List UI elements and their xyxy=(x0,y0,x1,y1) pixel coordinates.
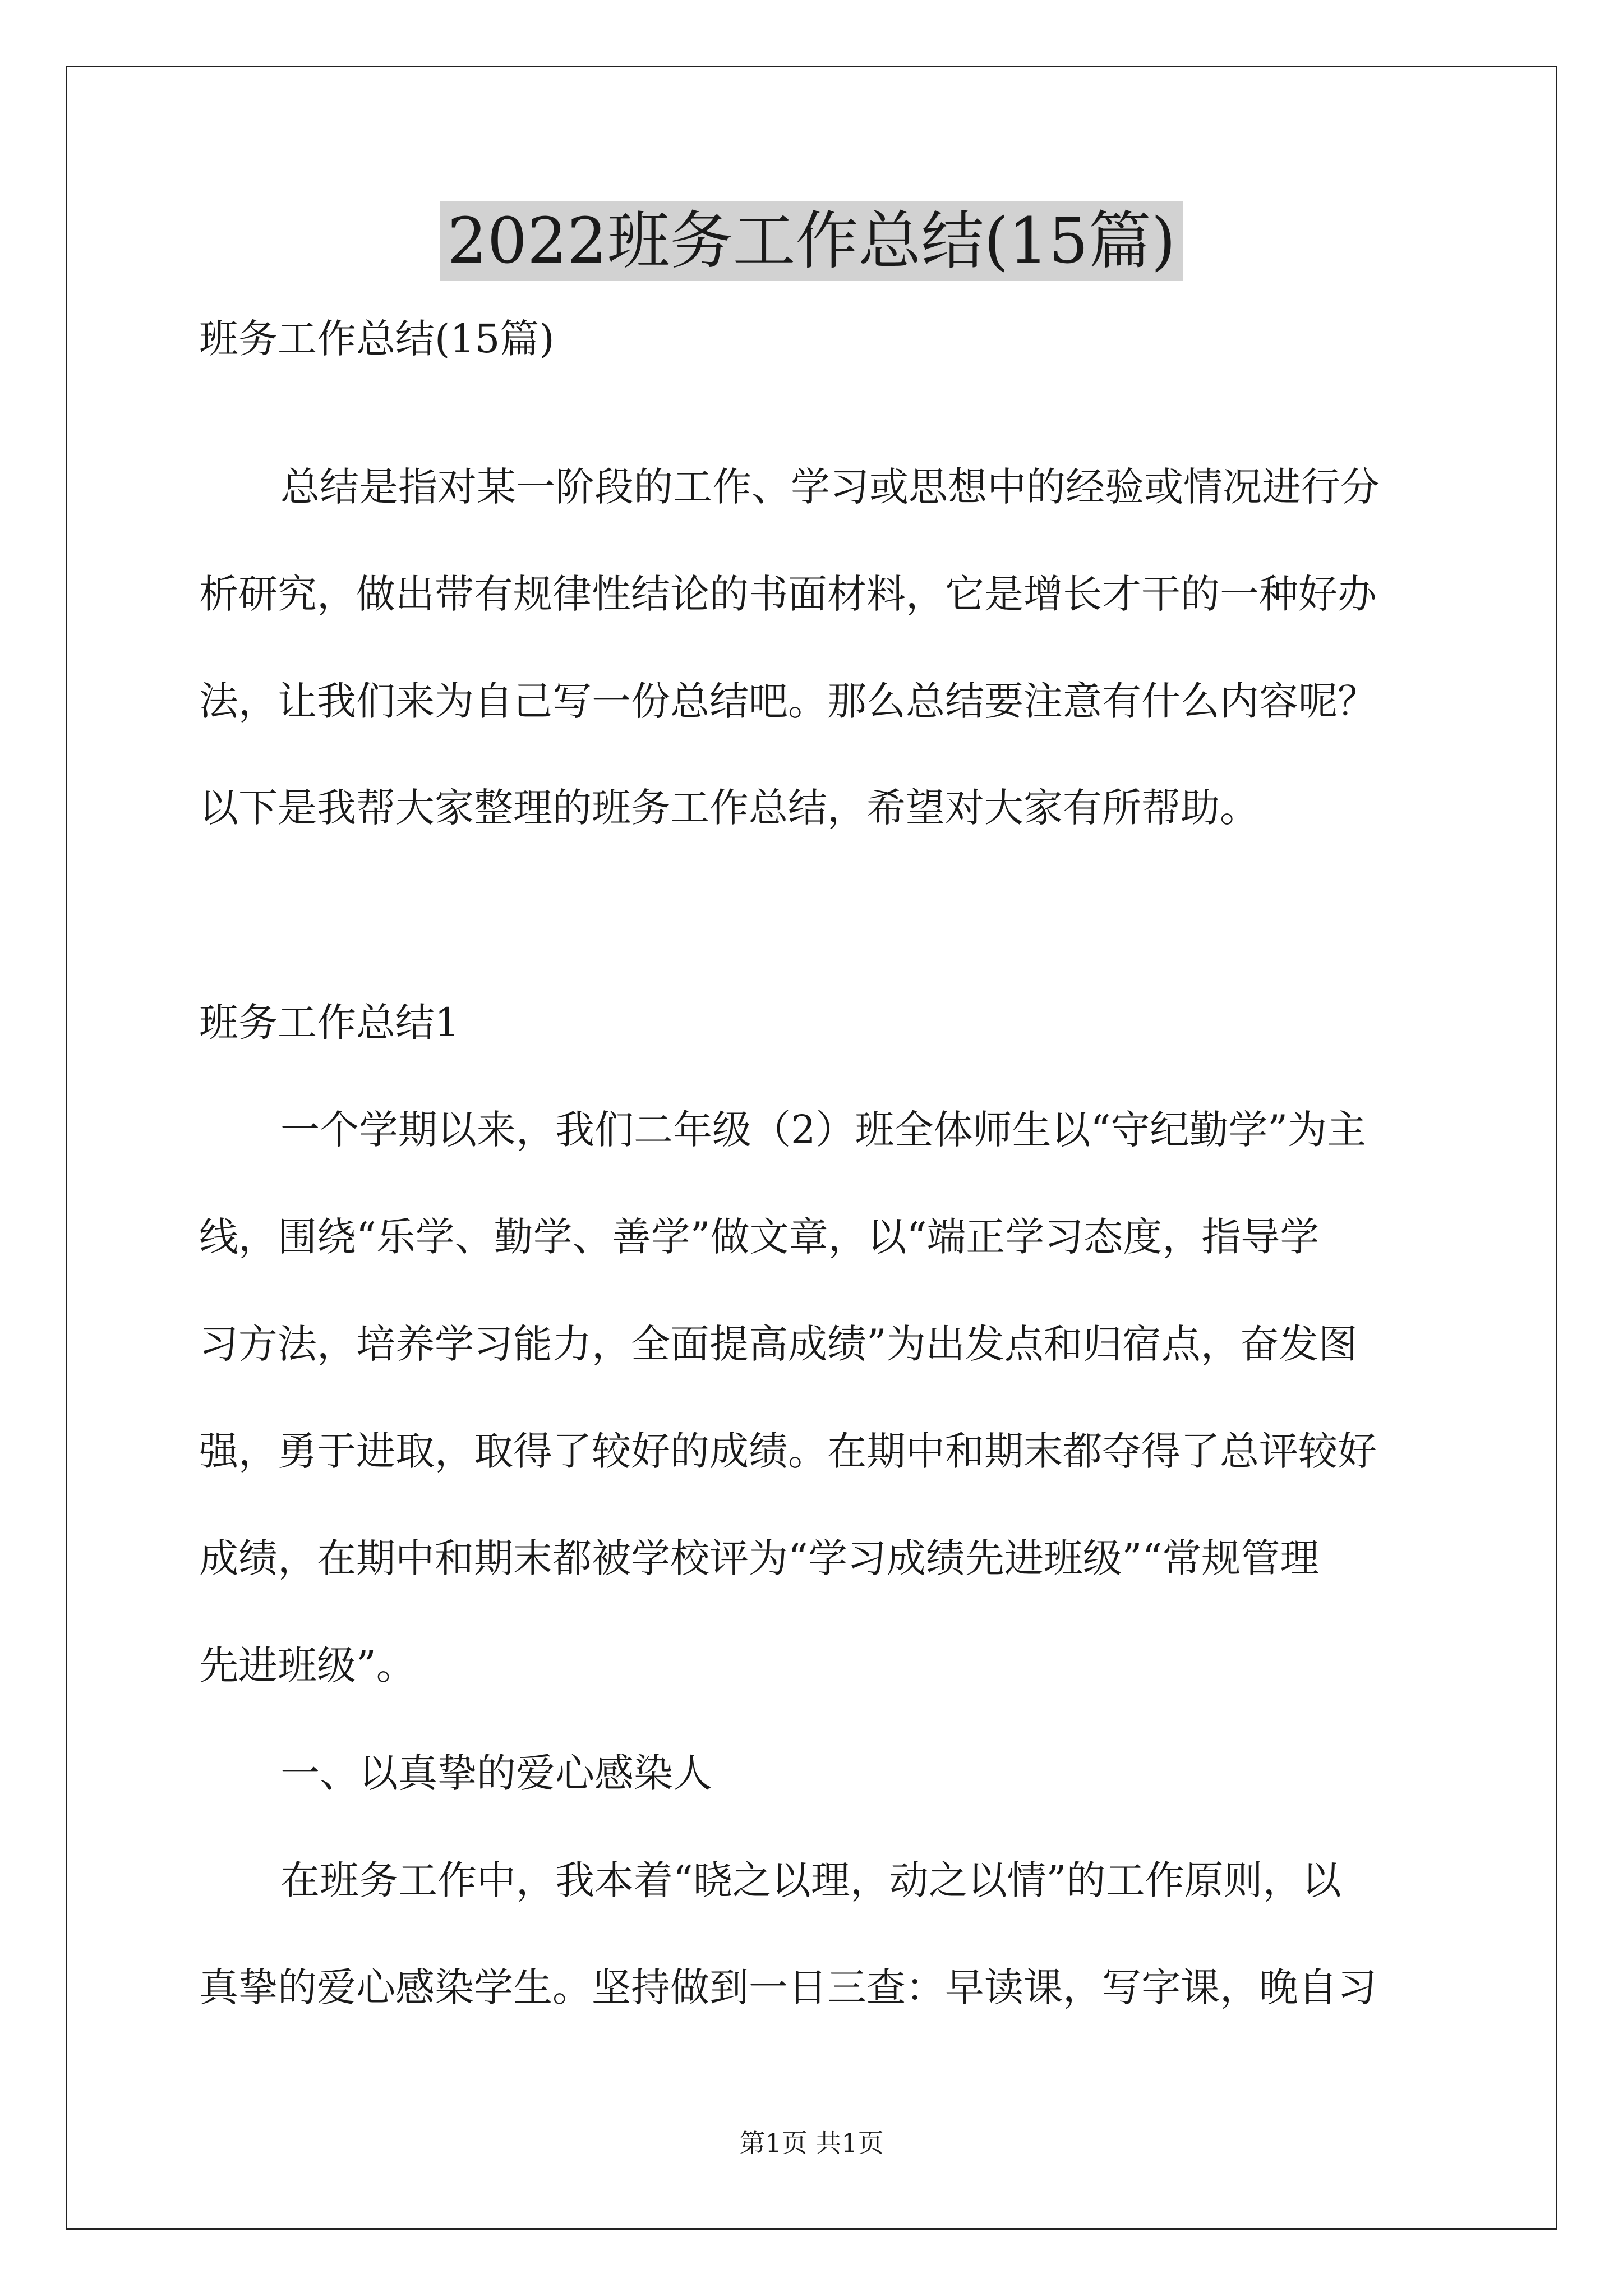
intro-line-4: 以下是我帮大家整理的班务工作总结，希望对大家有所帮助。 xyxy=(199,785,1259,831)
document-title xyxy=(0,199,1623,283)
sub-heading: 一、以真挚的爱心感染人 xyxy=(280,1750,712,1796)
intro-line-2: 析研究，做出带有规律性结论的书面材料，它是增长才干的一种好办 xyxy=(199,571,1377,617)
section-heading: 班务工作总结1 xyxy=(199,1000,460,1046)
page-footer: 第1页 共1页 xyxy=(739,2128,884,2158)
intro-line-3: 法，让我们来为自己写一份总结吧。那么总结要注意有什么内容呢？ xyxy=(199,678,1377,724)
document-subtitle: 班务工作总结(15篇) xyxy=(199,316,555,362)
intro-line-1: 总结是指对某一阶段的工作、学习或思想中的经验或情况进行分 xyxy=(280,464,1380,510)
para1-line-3: 习方法，培养学习能力，全面提高成绩”为出发点和归宿点，奋发图 xyxy=(199,1321,1358,1367)
para1-line-1: 一个学期以来，我们二年级（2）班全体师生以“守纪勤学”为主 xyxy=(280,1107,1367,1153)
para1-line-2: 线，围绕“乐学、勤学、善学”做文章，以“端正学习态度，指导学 xyxy=(199,1214,1320,1260)
para2-line-1: 在班务工作中，我本着“晓之以理，动之以情”的工作原则，以 xyxy=(280,1857,1341,1903)
para1-line-6: 先进班级”。 xyxy=(199,1642,416,1688)
para1-line-4: 强，勇于进取，取得了较好的成绩。在期中和期末都夺得了总评较好 xyxy=(199,1428,1377,1474)
para1-line-5: 成绩，在期中和期末都被学校评为“学习成绩先进班级”“常规管理 xyxy=(199,1535,1320,1581)
document-title-text: 2022班务工作总结(15篇) xyxy=(440,201,1184,281)
para2-line-2: 真挚的爱心感染学生。坚持做到一日三查：早读课，写字课，晚自习 xyxy=(199,1964,1377,2010)
